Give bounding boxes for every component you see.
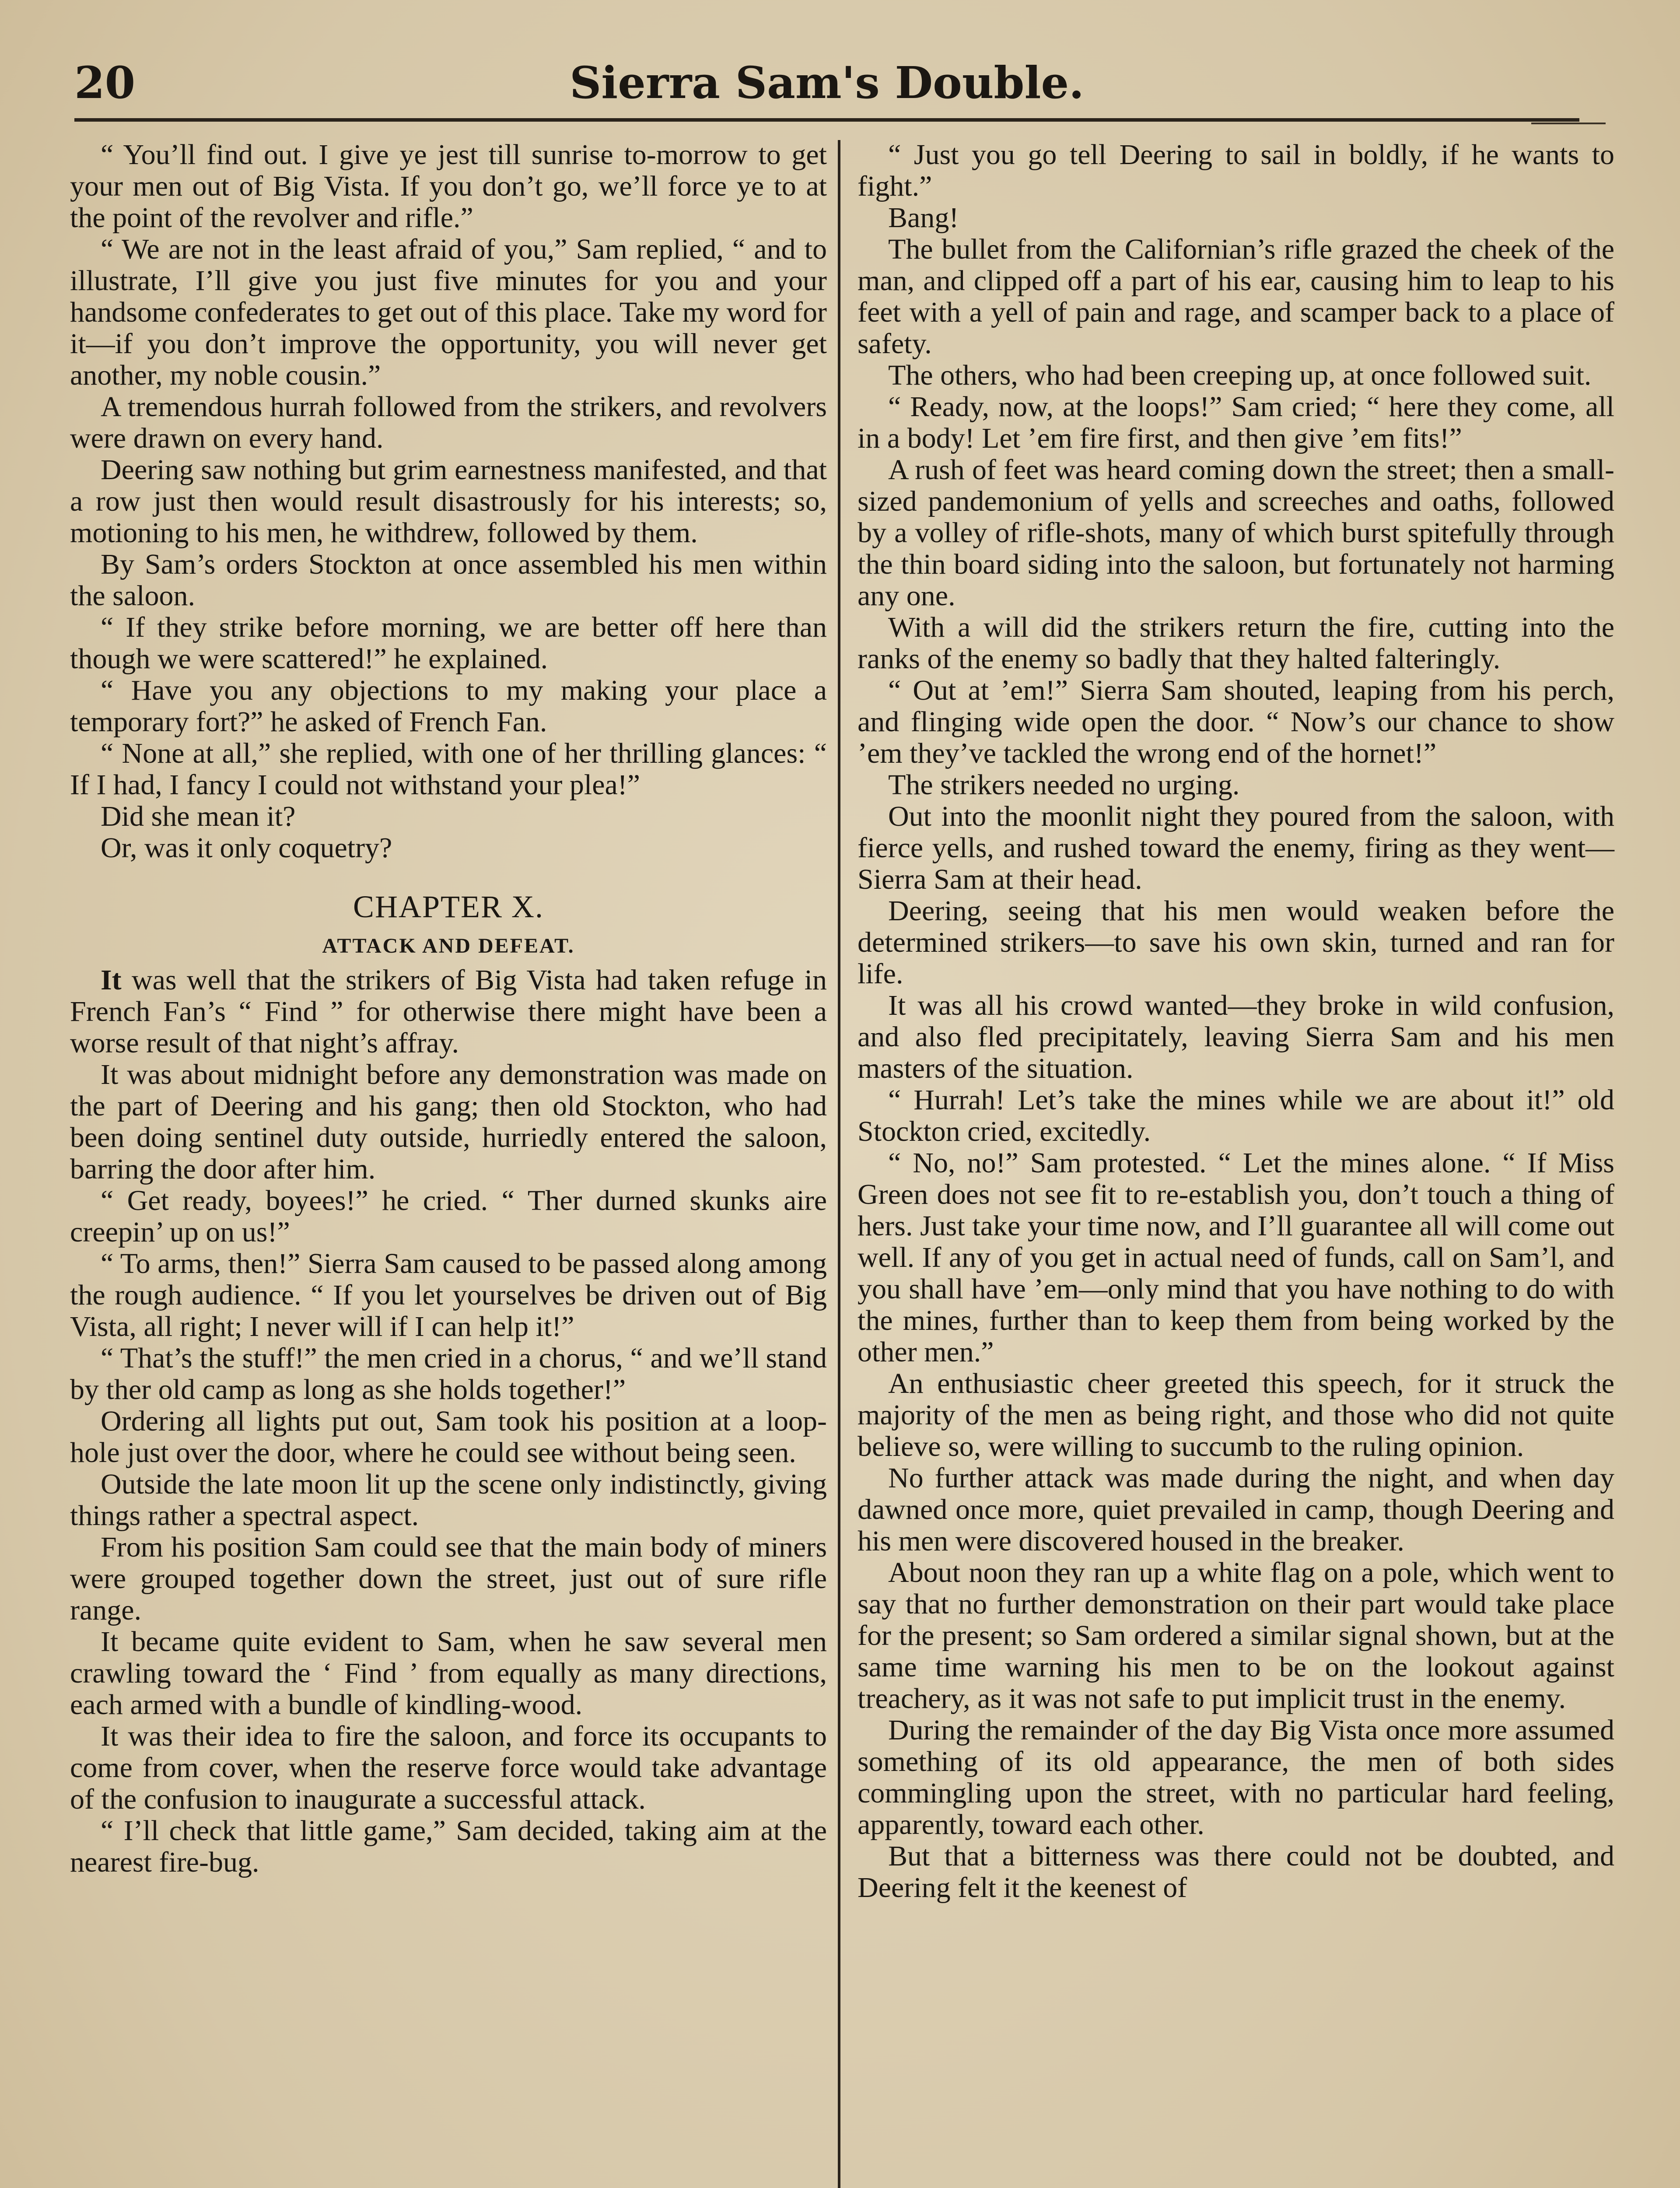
paragraph: But that a bitterness was there could not be doubted, and Deering felt it the keenest of	[858, 1840, 1614, 1904]
paragraph: With a will did the strikers return the fire, cutting into the ranks of the enemy so badly that they halted falteringly.	[858, 611, 1614, 675]
paragraph: A tremendous hurrah followed from the strikers, and revolvers were drawn on every hand.	[70, 391, 827, 454]
paragraph: “ We are not in the least afraid of you,” Sam replied, “ and to illustrate, I’ll give you just five minutes for you and your handsome confederates to get out of this place. Take my word for it—if you don’t improve the opportunity, you will never get another, my noble cousin.”	[70, 233, 827, 391]
paragraph: During the remainder of the day Big Vista once more assumed something of its old appearance, the men of both sides commingling upon the street, with no particular hard feeling, apparently, toward each other.	[858, 1714, 1614, 1841]
paragraph: No further attack was made during the night, and when day dawned once more, quiet prevailed in camp, though Deering and his men were discovered housed in the breaker.	[858, 1462, 1614, 1557]
paragraph: It was about midnight before any demonstration was made on the part of Deering and his gang; then old Stockton, who had been doing sentinel duty outside, hurriedly entered the saloon, barring the door after him.	[70, 1059, 827, 1185]
paragraph: The bullet from the Californian’s rifle grazed the cheek of the man, and clipped off a part of his ear, causing him to leap to his feet with a yell of pain and rage, and scamper back to a place of safety.	[858, 233, 1614, 360]
paragraph: “ That’s the stuff!” the men cried in a chorus, “ and we’ll stand by ther old camp as long as she holds together!”	[70, 1342, 827, 1406]
left-column-post-chapter	[70, 1059, 827, 1878]
paragraph: “ No, no!” Sam protested. “ Let the mines alone. “ If Miss Green does not see fit to re-establish you, don’t touch a thing of hers. Just take your time now, and I’ll guarantee all will come out well. If any of you get in actual need of funds, call on Sam’l, and you shall have ’em—only mind that you have nothing to do with the mines, further than to keep them from being worked by the other men.”	[858, 1147, 1614, 1368]
page-header	[74, 53, 1579, 122]
paragraph: “ Hurrah! Let’s take the mines while we are about it!” old Stockton cried, excitedly.	[858, 1084, 1614, 1147]
paragraph: By Sam’s orders Stockton at once assembled his men within the saloon.	[70, 548, 827, 612]
paragraph: It was all his crowd wanted—they broke in wild confusion, and also fled precipitately, leaving Sierra Sam and his men masters of the situation.	[858, 989, 1614, 1084]
paragraph: The others, who had been creeping up, at once followed suit.	[888, 359, 1592, 391]
paragraph: From his position Sam could see that the main body of miners were grouped together down the street, just out of sure rifle range.	[70, 1531, 827, 1626]
right-column-text	[858, 139, 1614, 1904]
paragraph: Deering saw nothing but grim earnestness manifested, and that a row just then would result disastrously for his interests; so, motioning to his men, he withdrew, followed by them.	[70, 454, 827, 549]
opening-word: It	[101, 964, 122, 996]
paragraph: Ordering all lights put out, Sam took his position at a loop-hole just over the door, where he could see without being seen.	[70, 1405, 827, 1469]
paragraph: “ None at all,” she replied, with one of her thrilling glances: “ If I had, I fancy I could not withstand your plea!”	[70, 737, 827, 801]
paragraph: Did she mean it?	[101, 800, 296, 832]
paragraph: “ I’ll check that little game,” Sam decided, taking aim at the nearest fire-bug.	[70, 1815, 827, 1878]
paragraph: The strikers needed no urging.	[888, 769, 1240, 801]
paragraph: “ Have you any objections to my making your place a temporary fort?” he asked of French Fan.	[70, 674, 827, 738]
paragraph: Out into the moonlit night they poured from the saloon, with fierce yells, and rushed toward the enemy, firing as they went—Sierra Sam at their head.	[858, 800, 1614, 895]
chapter-opening-paragraph	[70, 964, 827, 1059]
paragraph: “ Out at ’em!” Sierra Sam shouted, leaping from his perch, and flinging wide open the door. “ Now’s our chance to show ’em they’ve tackled the wrong end of the hornet!”	[858, 674, 1614, 769]
right-column	[858, 139, 1614, 1904]
paragraph: Deering, seeing that his men would weaken before the determined strikers—to save his own skin, turned and ran for life.	[858, 895, 1614, 990]
header-rule	[1531, 123, 1606, 124]
paragraph: It became quite evident to Sam, when he saw several men crawling toward the ‘ Find ’ from equally as many directions, each armed with a bundle of kindling-wood.	[70, 1626, 827, 1721]
paragraph: Bang!	[888, 202, 959, 234]
paragraph: An enthusiastic cheer greeted this speech, for it struck the majority of the men as being right, and those who did not quite believe so, were willing to succumb to the ruling opinion.	[858, 1368, 1614, 1462]
paragraph: “ Ready, now, at the loops!” Sam cried; “ here they come, all in a body! Let ’em fire first, and then give ’em fits!”	[858, 391, 1614, 454]
paragraph: A rush of feet was heard coming down the street; then a small-sized pandemonium of yells and screeches and oaths, followed by a volley of rifle-shots, many of which burst spitefully through the thin board siding into the saloon, but fortunately not harming any one.	[858, 454, 1614, 612]
paragraph: Or, was it only coquetry?	[101, 832, 392, 864]
paragraph: “ You’ll find out. I give ye jest till sunrise to-morrow to get your men out of Big Vista. If you don’t go, we’ll force ye to at the point of the revolver and rifle.”	[70, 139, 827, 234]
paragraph: Outside the late moon lit up the scene only indistinctly, giving things rather a spectral aspect.	[70, 1468, 827, 1532]
paragraph: “ If they strike before morning, we are better off here than though we were scattered!” he explained.	[70, 611, 827, 675]
left-column-pre-chapter	[70, 139, 827, 864]
opening-text: was well that the strikers of Big Vista had taken refuge in French Fan’s “ Find ” for otherwise there might have been a worse result of that night’s affray.	[70, 964, 827, 1059]
left-column	[70, 139, 827, 1878]
paragraph: “ To arms, then!” Sierra Sam caused to be passed along among the rough audience. “ If you let yourselves be driven out of Big Vista, all right; I never will if I can help it!”	[70, 1248, 827, 1343]
paragraph: It was their idea to fire the saloon, and force its occupants to come from cover, when the reserve force would take advantage of the confusion to inaugurate a successful attack.	[70, 1720, 827, 1815]
chapter-subtitle: ATTACK AND DEFEAT.	[322, 934, 575, 957]
running-title: Sierra Sam's Double.	[570, 57, 1084, 109]
column-divider	[838, 140, 840, 2188]
paragraph: “ Get ready, boyees!” he cried. “ Ther durned skunks aire creepin’ up on us!”	[70, 1185, 827, 1248]
page-number: 20	[74, 57, 136, 109]
chapter-title: CHAPTER X.	[353, 889, 544, 924]
paragraph: “ Just you go tell Deering to sail in boldly, if he wants to fight.”	[858, 139, 1614, 202]
paragraph: About noon they ran up a white flag on a pole, which went to say that no further demonstration on their part would take place for the present; so Sam ordered a similar signal shown, but at the same time warning his men to be on the lookout against treachery, as it was not safe to put implicit trust in the enemy.	[858, 1557, 1614, 1715]
